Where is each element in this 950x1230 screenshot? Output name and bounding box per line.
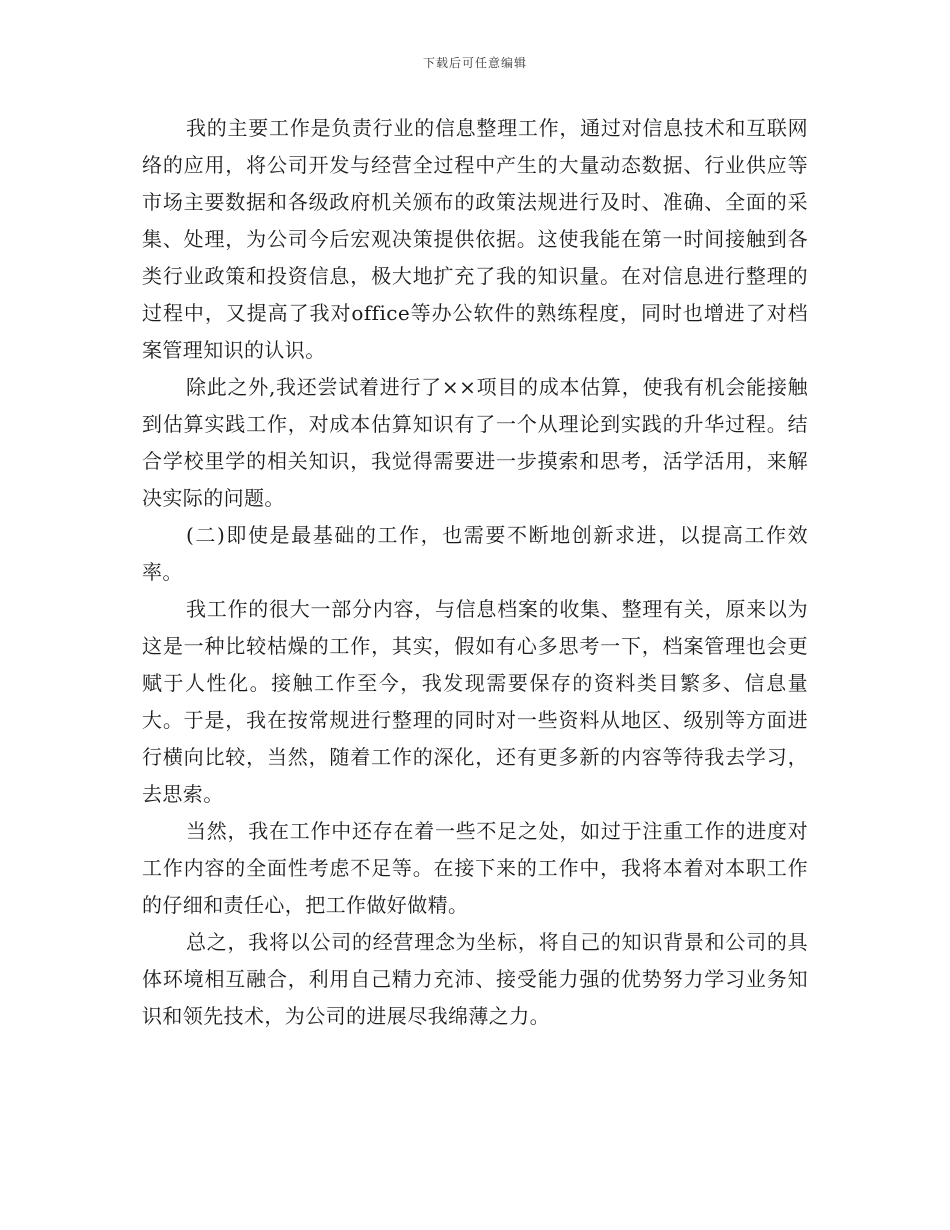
paragraph-shortcomings: 当然，我在工作中还存在着一些不足之处，如过于注重工作的进度对工作内容的全面性考虑不足等。在接下来的工作中，我将本着对本职工作的仔细和责任心，把工作做好做精。 bbox=[142, 819, 808, 917]
paragraph-conclusion: 总之，我将以公司的经营理念为坐标，将自己的知识背景和公司的具体环境相互融合，利用自己精力充沛、接受能力强的优势努力学习业务知识和领先技术，为公司的进展尽我绵薄之力。 bbox=[142, 930, 808, 1028]
paragraph-main-work: 我的主要工作是负责行业的信息整理工作，通过对信息技术和互联网络的应用，将公司开发与经营全过程中产生的大量动态数据、行业供应等市场主要数据和各级政府机关颁布的政策法规进行及时、准确、全面的采集、处理，为公司今后宏观决策提供依据。这使我能在第一时间接触到各类行业政策和投资信息，极大地扩充了我的知识量。在对信息进行整理的过程中，又提高了我对office等办公软件的熟练程度，同时也增进了对档案管理知识的认识。 bbox=[142, 116, 808, 362]
paragraph-cost-estimation: 除此之外,我还尝试着进行了××项目的成本估算，使我有机会能接触到估算实践工作，对成本估算知识有了一个从理论到实践的升华过程。结合学校里学的相关知识，我觉得需要进一步摸索和思考，活学活用，来解决实际的问题。 bbox=[142, 375, 808, 510]
paragraph-section-two-heading: (二)即使是最基础的工作，也需要不断地创新求进，以提高工作效率。 bbox=[142, 523, 808, 584]
page-header: 下载后可任意编辑 bbox=[422, 56, 527, 70]
document-body bbox=[142, 110, 808, 1035]
paragraph-archive-work: 我工作的很大一部分内容，与信息档案的收集、整理有关，原来以为这是一种比较枯燥的工作，其实，假如有心多思考一下，档案管理也会更赋于人性化。接触工作至今，我发现需要保存的资料类目繁多、信息量大。于是，我在按常规进行整理的同时对一些资料从地区、级别等方面进行横向比较，当然，随着工作的深化，还有更多新的内容等待我去学习，去思索。 bbox=[142, 597, 808, 806]
